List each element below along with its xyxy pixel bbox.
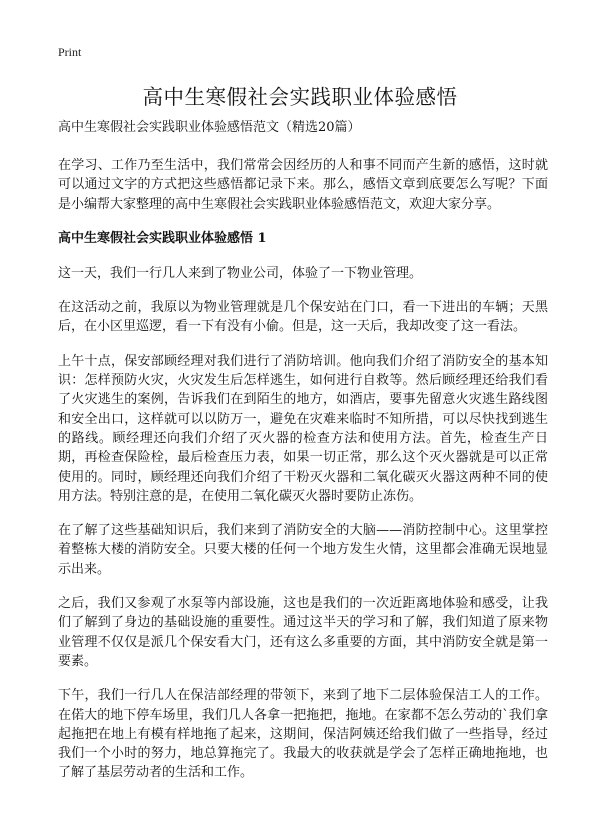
paragraph-2: 在这活动之前，我原以为物业管理就是几个保安站在门口，看一下进出的车辆；天黑后，在小区里巡逻，看一下有没有小偷。但是，这一天后，我却改变了这一看法。 [58, 300, 548, 335]
paragraph-4: 在了解了这些基础知识后，我们来到了消防安全的大脑——消防控制中心。这里掌控着整栋大楼的消防安全。只要大楼的任何一个地方发生火情，这里都会准确无误地显示出来。 [58, 523, 548, 577]
article-body [58, 118, 548, 798]
intro-paragraph: 在学习、工作乃至生活中，我们常常会因经历的人和事不同而产生新的感悟，这时就可以通过文字的方式把这些感悟都记录下来。那么，感悟文章到底要怎么写呢？下面是小编帮大家整理的高中生寒假社会实践职业体验感悟范文，欢迎大家分享。 [58, 158, 548, 212]
paragraph-6: 下午，我们一行几人在保洁部经理的带领下，来到了地下二层体验保洁工人的工作。在偌大的地下停车场里，我们几人各拿一把拖把，拖地。在家都不怎么劳动的`我们拿起拖把在地上有模有样地拖了起来，这期间，保洁阿姨还给我们做了一些指导，经过我们一个小时的努力，地总算拖完了。我最大的收获就是学会了怎样正确地拖地，也了解了基层劳动者的生活和工作。 [58, 688, 548, 781]
paragraph-1: 这一天，我们一行几人来到了物业公司，体验了一下物业管理。 [58, 265, 423, 281]
print-link[interactable]: Print [58, 45, 82, 59]
article-subtitle: 高中生寒假社会实践职业体验感悟范文（精选20篇） [58, 120, 361, 135]
page-title: 高中生寒假社会实践职业体验感悟 [142, 85, 458, 109]
section-heading: 高中生寒假社会实践职业体验感悟 1 [58, 230, 267, 246]
paragraph-3: 上午十点，保安部顾经理对我们进行了消防培训。他向我们介绍了消防安全的基本知识：怎样预防火灾，火灾发生后怎样逃生，如何进行自救等。然后顾经理还给我们看了火灾逃生的案例，告诉我们在到陌生的地方，如酒店，要事先留意火灾逃生路线图和安全出口，这样就可以以防万一，避免在灾难来临时不知所措，可以尽快找到逃生的路线。顾经理还向我们介绍了灭火器的检查方法和使用方法。首先，检查生产日期，再检查保险栓，最后检查压力表，如果一切正常，那么这个灭火器就是可以正常使用的。同时，顾经理还向我们介绍了干粉灭火器和二氧化碳灭火器这两种不同的使用方法。特别注意的是，在使用二氧化碳灭火器时要防止冻伤。 [58, 353, 548, 504]
paragraph-5: 之后，我们又参观了水泵等内部设施，这也是我们的一次近距离地体验和感受，让我们了解到了身边的基础设施的重要性。通过这半天的学习和了解，我们知道了原来物业管理不仅仅是派几个保安看大门，还有这么多重要的方面，其中消防安全就是第一要素。 [58, 596, 548, 669]
